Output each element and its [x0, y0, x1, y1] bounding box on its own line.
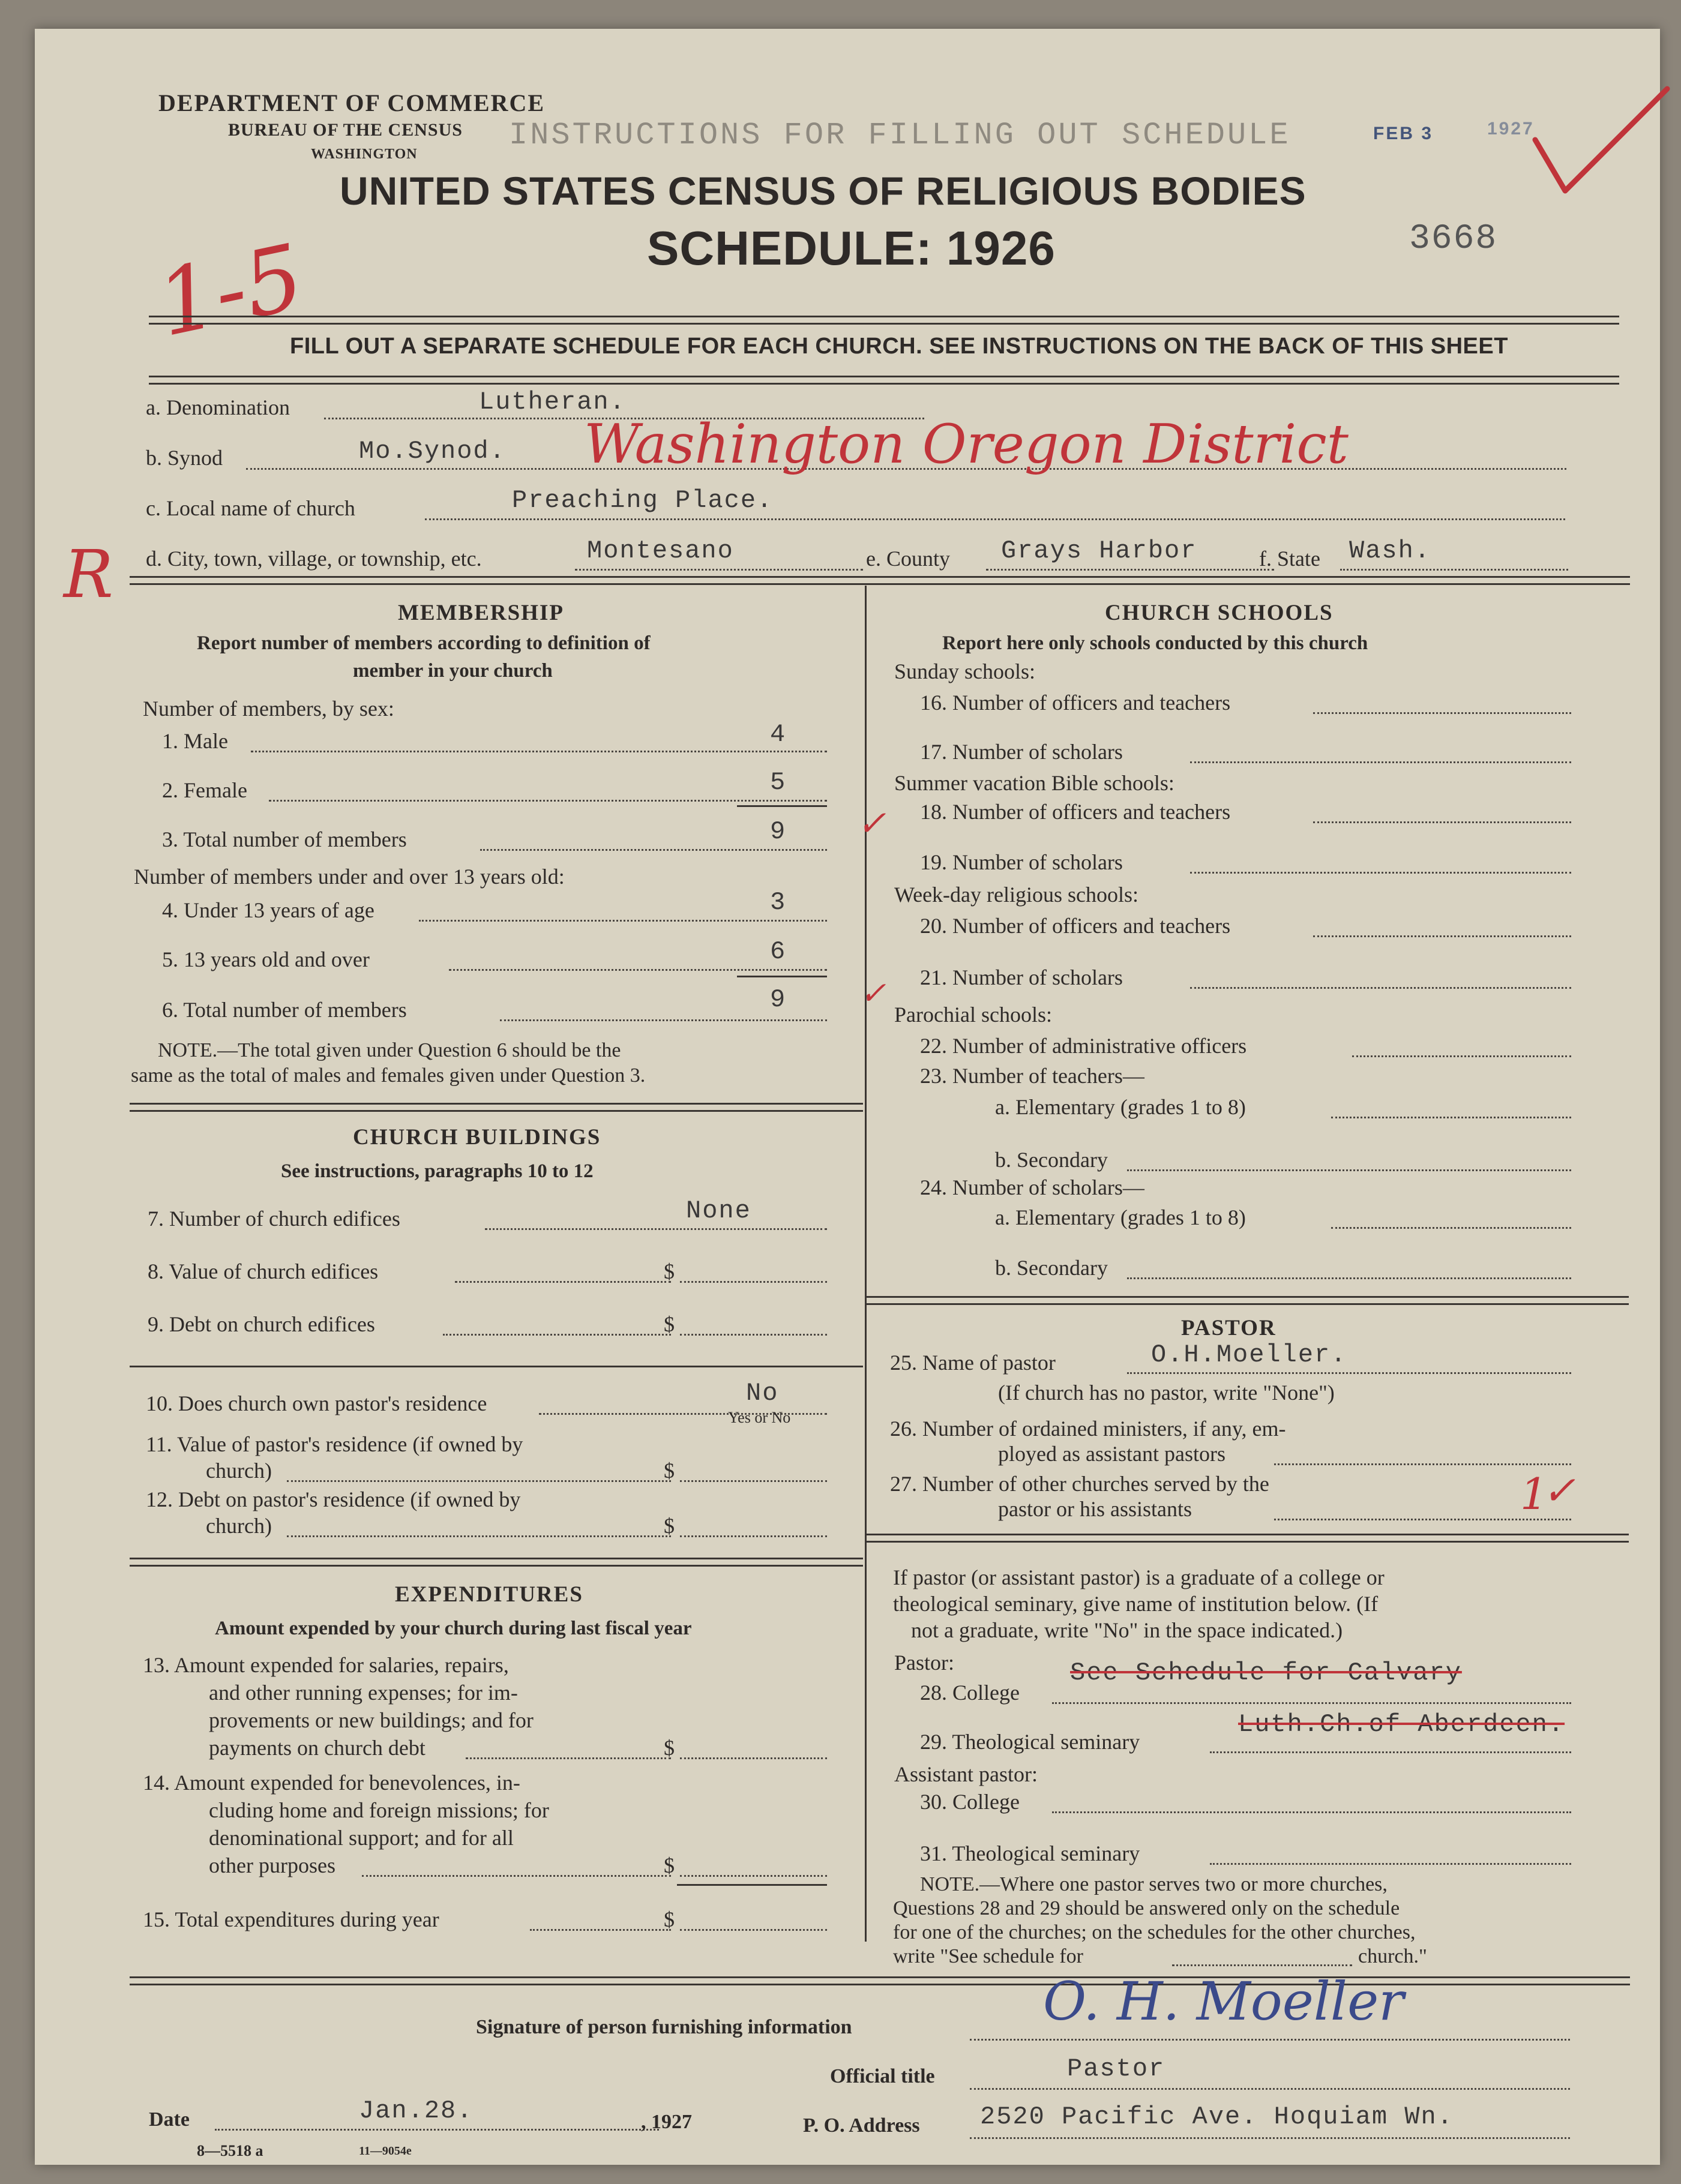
print-number: 11—9054e — [359, 2144, 412, 2158]
q4-under13-value: 3 — [770, 888, 787, 917]
bureau-name: BUREAU OF THE CENSUS — [228, 120, 463, 140]
address-value: 2520 Pacific Ave. Hoquiam Wn. — [980, 2102, 1454, 2131]
q28-college-value: See Schedule for Calvary — [1070, 1658, 1462, 1687]
signature-label: Signature of person furnishing information — [476, 2016, 852, 2038]
q8-value-label: 8. Value of church edifices — [148, 1259, 379, 1283]
q12-label-2: church) — [206, 1514, 272, 1538]
q14-line-1: 14. Amount expended for benevolences, in- — [143, 1771, 520, 1795]
date-year: , 1927 — [641, 2111, 692, 2133]
q20-label: 20. Number of officers and teachers — [920, 914, 1231, 938]
q10-hint: Yes or No — [728, 1409, 791, 1426]
q17-label: 17. Number of scholars — [920, 740, 1123, 764]
banner-bottom-rule — [149, 376, 1619, 385]
date-value: Jan.28. — [359, 2096, 474, 2125]
footer-top-rule — [130, 1976, 1630, 1985]
pastor-mid-rule — [867, 1534, 1629, 1543]
expenditures-subtitle: Amount expended by your church during last fiscal year — [215, 1618, 692, 1639]
q21-label: 21. Number of scholars — [920, 965, 1123, 989]
q18-label: 18. Number of officers and teachers — [920, 800, 1231, 824]
q11-dollar: $ — [664, 1459, 675, 1483]
q2-female-label: 2. Female — [162, 778, 247, 802]
q13-dollar: $ — [664, 1736, 675, 1760]
q14-dollar: $ — [664, 1853, 675, 1877]
sunday-schools-label: Sunday schools: — [894, 659, 1036, 683]
q2-female-value: 5 — [770, 768, 787, 797]
q13-line-4: payments on church debt — [209, 1736, 426, 1760]
q27-label-2: pastor or his assistants — [998, 1497, 1192, 1521]
date-label: Date — [149, 2108, 190, 2131]
membership-intro-2: member in your church — [353, 660, 553, 682]
city-value: Montesano — [587, 536, 734, 565]
q14-line-4: other purposes — [209, 1853, 335, 1877]
members-by-age-label: Number of members under and over 13 years old: — [134, 865, 565, 889]
q13-line-2: and other running expenses; for im- — [209, 1681, 518, 1705]
state-value: Wash. — [1349, 536, 1431, 565]
q26-label-1: 26. Number of ordained ministers, if any, em- — [890, 1417, 1286, 1441]
pastor-note-5: church." — [1358, 1945, 1427, 1967]
county-value: Grays Harbor — [1001, 536, 1197, 565]
graduate-instr-3: not a graduate, write "No" in the space indicated.) — [911, 1618, 1343, 1642]
signature: O. H. Moeller — [1043, 1970, 1404, 2032]
q10-residence-value: No — [746, 1379, 779, 1408]
q25-note: (If church has no pastor, write "None") — [998, 1381, 1335, 1405]
q1-male-label: 1. Male — [162, 729, 228, 753]
county-label: e. County — [866, 547, 950, 571]
q14-line-2: cluding home and foreign missions; for — [209, 1798, 549, 1822]
denomination-label: a. Denomination — [146, 395, 290, 419]
synod-handwritten-district: Washington Oregon District — [584, 413, 1349, 476]
q23b-label: b. Secondary — [995, 1148, 1108, 1172]
q23a-label: a. Elementary (grades 1 to 8) — [995, 1095, 1246, 1119]
summer-schools-label: Summer vacation Bible schools: — [894, 771, 1174, 795]
q1-male-value: 4 — [770, 720, 787, 749]
column-divider — [865, 586, 867, 1942]
form-title: UNITED STATES CENSUS OF RELIGIOUS BODIES — [340, 169, 1307, 213]
q6-red-mark: ✓ — [860, 976, 886, 1012]
q14-line-3: denominational support; and for all — [209, 1826, 514, 1850]
q5-over13-value: 6 — [770, 937, 787, 966]
q8-dollar: $ — [664, 1259, 675, 1283]
official-title-value: Pastor — [1067, 2054, 1165, 2083]
census-schedule-sheet — [35, 29, 1660, 2165]
q19-label: 19. Number of scholars — [920, 850, 1123, 874]
state-label: f. State — [1259, 547, 1320, 571]
membership-title: MEMBERSHIP — [398, 601, 564, 625]
q9-dollar: $ — [664, 1312, 675, 1336]
q25-pastor-name: O.H.Moeller. — [1151, 1340, 1347, 1369]
q16-label: 16. Number of officers and teachers — [920, 691, 1231, 715]
instructions-banner: FILL OUT A SEPARATE SCHEDULE FOR EACH CHURCH. SEE INSTRUCTIONS ON THE BACK OF THIS SHEET — [290, 334, 1508, 359]
received-stamp-date: FEB 3 — [1373, 124, 1434, 143]
form-number: 8—5518 a — [197, 2142, 263, 2159]
schedule-title: SCHEDULE: 1926 — [647, 221, 1056, 275]
q13-line-1: 13. Amount expended for salaries, repairs, — [143, 1653, 509, 1677]
red-margin-mark: 1-5 — [148, 224, 313, 358]
membership-bottom-rule — [130, 1103, 863, 1112]
expenditures-title: EXPENDITURES — [395, 1582, 583, 1607]
synod-label: b. Synod — [146, 446, 223, 470]
q24b-label: b. Secondary — [995, 1256, 1108, 1280]
q15-total-label: 15. Total expenditures during year — [143, 1907, 439, 1931]
q31-label: 31. Theological seminary — [920, 1841, 1140, 1865]
q30-label: 30. College — [920, 1790, 1020, 1814]
graduate-instr-1: If pastor (or assistant pastor) is a graduate of a college or — [893, 1565, 1385, 1589]
schools-subtitle: Report here only schools conducted by this church — [942, 632, 1368, 654]
pastor-note-4: write "See schedule for — [893, 1945, 1083, 1967]
membership-note-1: NOTE.—The total given under Question 6 should be the — [158, 1039, 621, 1061]
q6-total-label: 6. Total number of members — [162, 998, 407, 1022]
local-name-value: Preaching Place. — [512, 486, 774, 515]
q24a-label: a. Elementary (grades 1 to 8) — [995, 1205, 1246, 1229]
q15-dollar: $ — [664, 1907, 675, 1931]
q27-red-check: ✓ — [1542, 1468, 1576, 1514]
q11-label-2: church) — [206, 1459, 272, 1483]
buildings-title: CHURCH BUILDINGS — [353, 1125, 601, 1150]
synod-value: Mo.Synod. — [359, 437, 506, 466]
q5-over13-label: 5. 13 years old and over — [162, 947, 370, 971]
q28-label: 28. College — [920, 1681, 1020, 1705]
graduate-instr-2: theological seminary, give name of institution below. (If — [893, 1592, 1379, 1616]
q6-total-value: 9 — [770, 985, 787, 1014]
q26-label-2: ployed as assistant pastors — [998, 1442, 1225, 1466]
official-title-label: Official title — [830, 2065, 935, 2087]
q29-seminary-value: Luth.Ch.of Aberdeen. — [1238, 1710, 1565, 1739]
q24-label: 24. Number of scholars— — [920, 1175, 1144, 1199]
department-name: DEPARTMENT OF COMMERCE — [158, 89, 546, 116]
pastor-title: PASTOR — [1181, 1316, 1277, 1340]
bleed-through-text: INSTRUCTIONS FOR FILLING OUT SCHEDULE — [509, 118, 1291, 153]
schools-bottom-rule — [867, 1296, 1629, 1305]
local-name-label: c. Local name of church — [146, 496, 355, 520]
pastor-subheading: Pastor: — [894, 1651, 955, 1675]
buildings-subtitle: See instructions, paragraphs 10 to 12 — [281, 1160, 594, 1182]
bureau-city: WASHINGTON — [311, 146, 418, 162]
q10-residence-label: 10. Does church own pastor's residence — [146, 1391, 487, 1415]
membership-note-2: same as the total of males and females given under Question 3. — [131, 1064, 646, 1087]
q11-label-1: 11. Value of pastor's residence (if owned by — [146, 1432, 523, 1456]
red-check-mark — [1523, 83, 1679, 203]
pastor-note-1: NOTE.—Where one pastor serves two or more churches, — [920, 1873, 1388, 1895]
q12-label-1: 12. Debt on pastor's residence (if owned by — [146, 1487, 521, 1511]
pastor-note-3: for one of the churches; on the schedules for the other churches, — [893, 1921, 1416, 1943]
buildings-bottom-rule — [130, 1558, 863, 1567]
q9-debt-label: 9. Debt on church edifices — [148, 1312, 375, 1336]
pastor-note-2: Questions 28 and 29 should be answered only on the schedule — [893, 1897, 1400, 1919]
q25-label: 25. Name of pastor — [890, 1351, 1056, 1375]
q23-label: 23. Number of teachers— — [920, 1064, 1144, 1088]
q13-line-3: provements or new buildings; and for — [209, 1708, 534, 1732]
membership-intro-1: Report number of members according to definition of — [197, 632, 651, 654]
q27-red-value: 1 — [1520, 1469, 1548, 1519]
q29-label: 29. Theological seminary — [920, 1730, 1140, 1754]
q12-dollar: $ — [664, 1514, 675, 1538]
red-r-mark: R — [64, 536, 113, 613]
assistant-pastor-subheading: Assistant pastor: — [894, 1762, 1038, 1786]
address-label: P. O. Address — [803, 2114, 920, 2137]
q3-total-label: 3. Total number of members — [162, 827, 407, 851]
file-number: 3668 — [1409, 220, 1498, 259]
q3-total-value: 9 — [770, 817, 787, 846]
received-stamp-year: 1927 — [1487, 119, 1535, 139]
identity-bottom-rule — [130, 576, 1630, 585]
members-by-sex-label: Number of members, by sex: — [143, 697, 394, 721]
q3-red-check: ✓ — [857, 803, 886, 844]
q27-label-1: 27. Number of other churches served by the — [890, 1472, 1269, 1496]
q4-under13-label: 4. Under 13 years of age — [162, 898, 374, 922]
q22-label: 22. Number of administrative officers — [920, 1034, 1247, 1058]
q7-edifices-value: None — [686, 1196, 751, 1225]
q7-edifices-label: 7. Number of church edifices — [148, 1207, 400, 1231]
city-label: d. City, town, village, or township, etc. — [146, 547, 482, 571]
parochial-schools-label: Parochial schools: — [894, 1003, 1052, 1027]
weekday-schools-label: Week-day religious schools: — [894, 883, 1139, 907]
denomination-value: Lutheran. — [479, 388, 626, 416]
banner-top-rule — [149, 316, 1619, 325]
schools-title: CHURCH SCHOOLS — [1105, 601, 1334, 625]
